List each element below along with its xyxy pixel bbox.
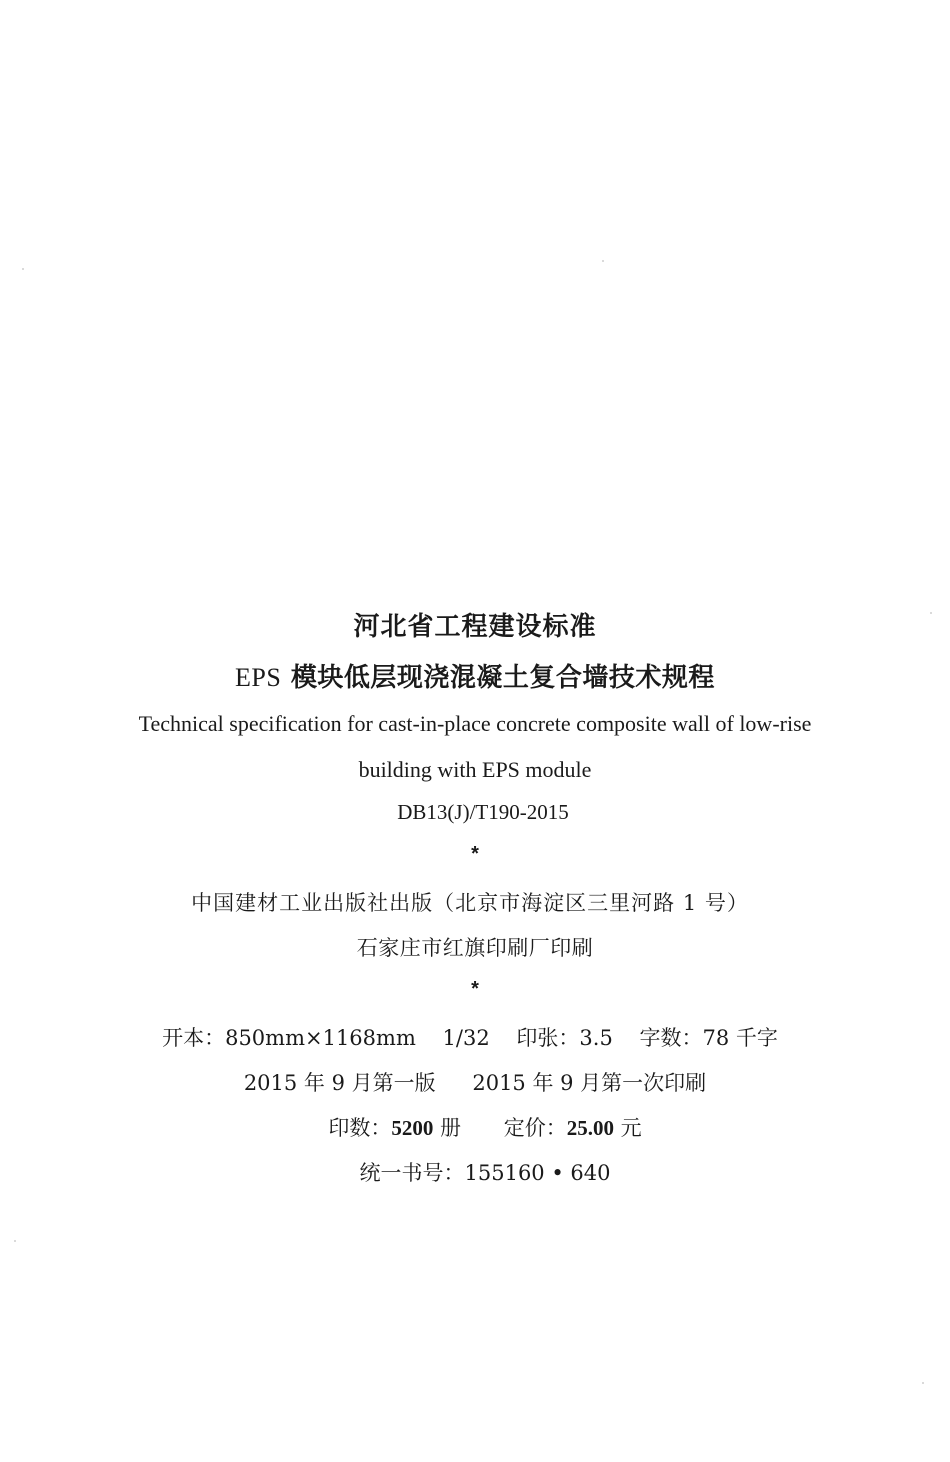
document-title-en-line1: Technical specification for cast-in-place concrete composite wall of low-rise bbox=[138, 711, 812, 736]
price-unit: 元 bbox=[620, 1116, 642, 1140]
price-value: 25.00 bbox=[566, 1116, 614, 1140]
edition-info bbox=[0, 1067, 950, 1097]
first-edition: 2015 年 9 月第一版 bbox=[243, 1071, 436, 1095]
publisher-line: 中国建材工业出版社出版（北京市海淀区三里河路 1 号） bbox=[191, 891, 749, 915]
copies-value: 5200 bbox=[391, 1116, 434, 1140]
scan-speck bbox=[922, 1382, 924, 1384]
format-size: 开本：850mm×1168mm bbox=[162, 1026, 416, 1050]
separator-asterisk: * bbox=[471, 843, 479, 865]
copies-unit: 册 bbox=[440, 1116, 462, 1140]
word-count: 字数：78 千字 bbox=[639, 1026, 778, 1050]
separator-asterisk: * bbox=[471, 978, 479, 1000]
title-cn-text: 模块低层现浇混凝土复合墙技术规程 bbox=[290, 663, 715, 693]
price-label: 定价： bbox=[503, 1116, 567, 1140]
scan-speck bbox=[22, 268, 24, 270]
print-sheets: 印张：3.5 bbox=[516, 1026, 613, 1050]
copies-label: 印数： bbox=[328, 1116, 392, 1140]
scan-speck bbox=[602, 260, 604, 262]
sheet-fraction: 1/32 bbox=[442, 1026, 490, 1050]
scan-speck bbox=[14, 1240, 16, 1242]
price-group bbox=[504, 1116, 642, 1140]
standard-number: DB13(J)/T190-2015 bbox=[397, 800, 569, 824]
title-prefix: EPS bbox=[235, 663, 282, 692]
first-printing: 2015 年 9 月第一次印刷 bbox=[472, 1071, 707, 1095]
standard-series-title: 河北省工程建设标准 bbox=[353, 612, 597, 642]
copies-group bbox=[328, 1116, 461, 1140]
unified-book-number: 统一书号：155160 • 640 bbox=[359, 1161, 611, 1185]
format-specs bbox=[0, 1022, 950, 1052]
copies-and-price bbox=[10, 1112, 950, 1142]
document-title-en-line2: building with EPS module bbox=[358, 757, 592, 782]
printer-line: 石家庄市红旗印刷厂印刷 bbox=[356, 936, 594, 960]
scan-speck bbox=[930, 612, 932, 614]
document-title-cn bbox=[0, 657, 950, 694]
